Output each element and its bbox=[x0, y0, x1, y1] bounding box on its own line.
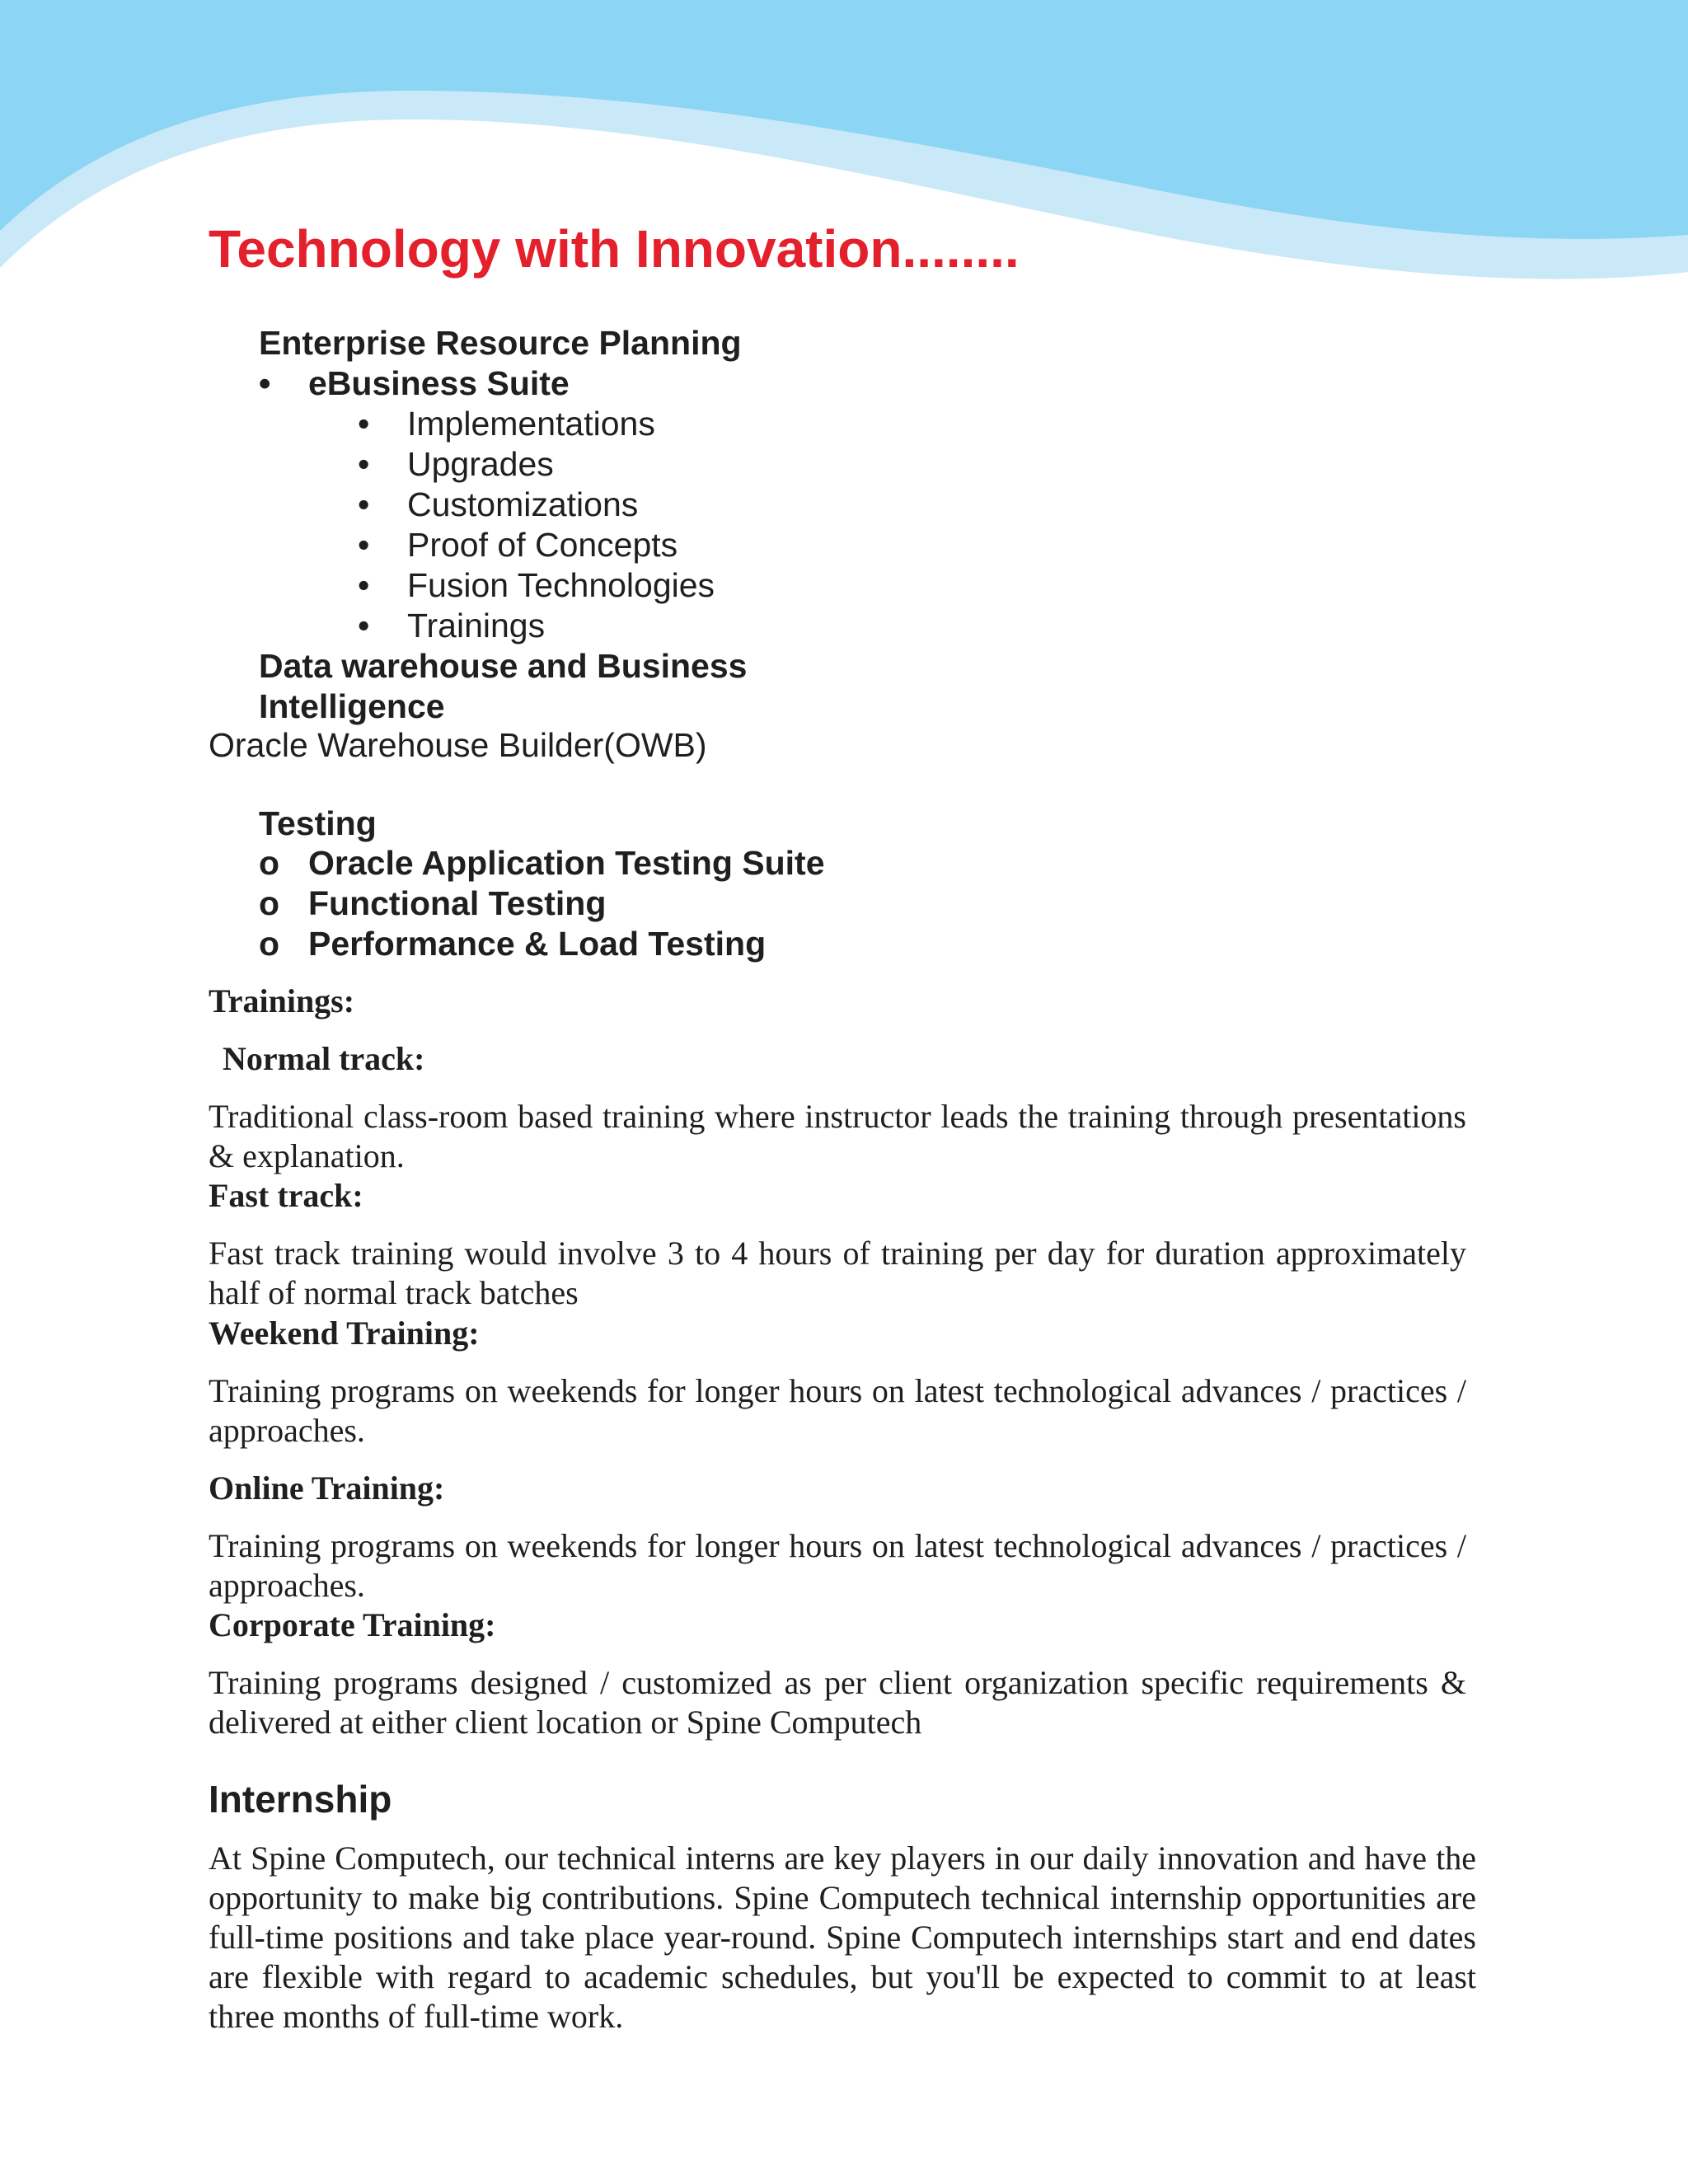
fast-track-text: Fast track training would involve 3 to 4 hours of training per day for duration approximately half of normal track batches bbox=[209, 1235, 1466, 1311]
internship-heading: Internship bbox=[209, 1778, 392, 1821]
list-item: • Trainings bbox=[358, 606, 1001, 646]
testing-heading: Testing bbox=[259, 804, 377, 842]
internship-text: At Spine Computech, our technical interns are key players in our daily innovation and have the opportunity to make big contributions. Spine Computech technical internship opportunities are full-time positions and take place year-round. Spine Computech internships start and end dates are flexible with regard to academic schedules, but you'll be expected to commit to at least three months of full-time work. bbox=[209, 1840, 1476, 2035]
list-item: • Customizations bbox=[358, 485, 1001, 525]
list-item: • Implementations bbox=[358, 404, 1001, 444]
testing-list bbox=[259, 843, 825, 964]
dw-heading bbox=[259, 646, 747, 727]
list-item: • Fusion Technologies bbox=[358, 565, 1001, 606]
erp-suite-list bbox=[259, 363, 1001, 646]
trainings-heading: Trainings: bbox=[209, 982, 355, 1019]
erp-section bbox=[259, 323, 1001, 363]
weekend-training-text: Training programs on weekends for longer hours on latest technological advances / practices / approaches. bbox=[209, 1372, 1466, 1449]
page-title: Technology with Innovation........ bbox=[209, 219, 1020, 279]
ebusiness-sublist bbox=[308, 404, 1001, 646]
list-item: o Functional Testing bbox=[259, 883, 825, 924]
dw-heading-line1: Data warehouse and Business bbox=[259, 647, 748, 685]
list-item: • Upgrades bbox=[358, 444, 1001, 485]
fast-track-heading: Fast track: bbox=[209, 1177, 363, 1214]
list-item-ebusiness-suite bbox=[259, 363, 1001, 646]
list-item: o Oracle Application Testing Suite bbox=[259, 843, 825, 883]
erp-heading: Enterprise Resource Planning bbox=[259, 324, 742, 362]
weekend-training-heading: Weekend Training: bbox=[209, 1315, 480, 1352]
list-item: o Performance & Load Testing bbox=[259, 924, 825, 964]
normal-track-heading: Normal track: bbox=[223, 1040, 425, 1077]
online-training-heading: Online Training: bbox=[209, 1469, 445, 1507]
dw-item: Oracle Warehouse Builder(OWB) bbox=[209, 726, 707, 764]
ebusiness-suite-label: eBusiness Suite bbox=[308, 364, 570, 402]
corporate-training-heading: Corporate Training: bbox=[209, 1606, 496, 1643]
corporate-training-text: Training programs designed / customized as per client organization specific requirements & delivered at either client location or Spine Computech bbox=[209, 1664, 1466, 1741]
normal-track-text: Traditional class-room based training where instructor leads the training through presentations & explanation. bbox=[209, 1098, 1466, 1174]
dw-heading-line2: Intelligence bbox=[259, 687, 445, 725]
list-item: • Proof of Concepts bbox=[358, 525, 1001, 565]
online-training-text: Training programs on weekends for longer hours on latest technological advances / practices / approaches. bbox=[209, 1527, 1466, 1604]
